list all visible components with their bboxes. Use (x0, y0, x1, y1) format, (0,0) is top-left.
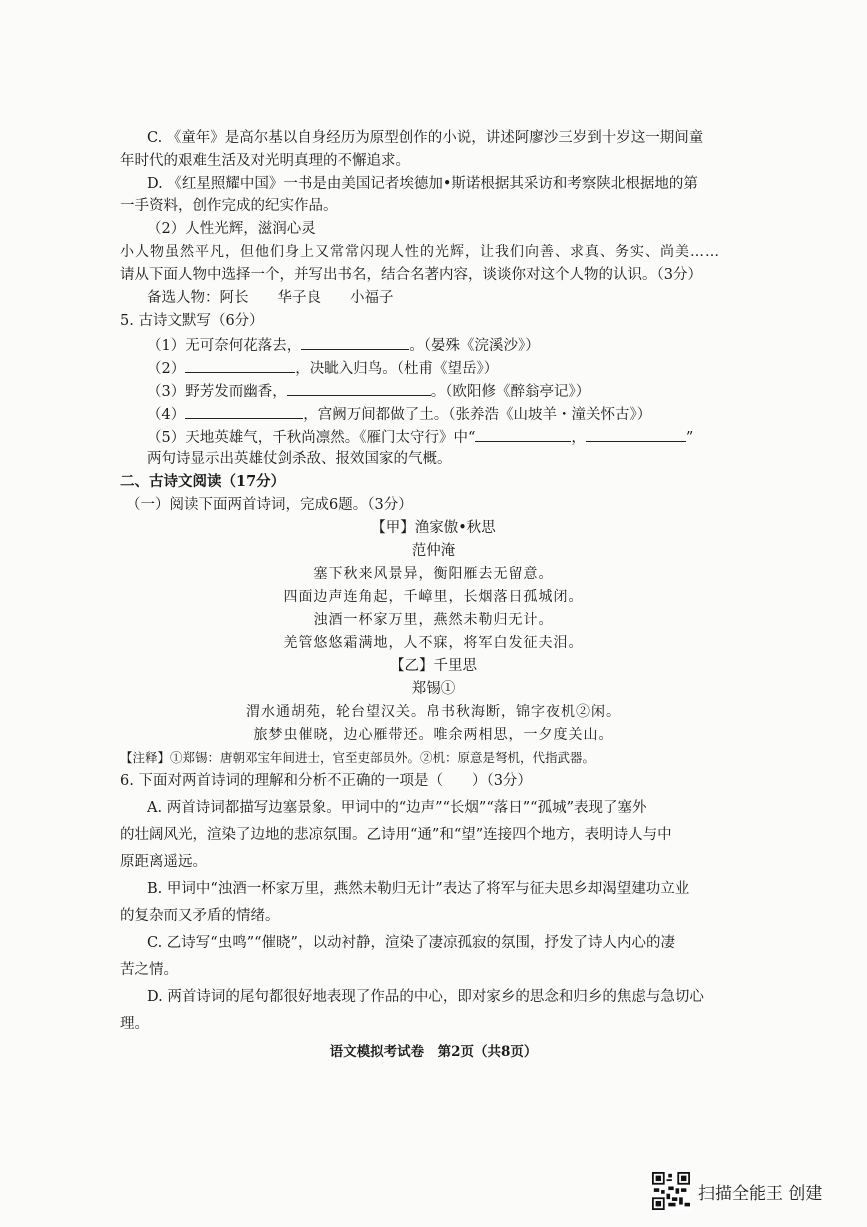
section-2-heading: （2）人性光辉，滋润心灵 (147, 221, 316, 237)
q5-item5: （5）天地英雄气，千秋尚凛然。《雁门太守行》中“ ， ” (147, 426, 693, 448)
poem2-title: 【乙】千里思 (390, 658, 477, 674)
reading-instruction: （一）阅读下面两首诗词，完成6题。（3分） (126, 497, 413, 513)
blank-2[interactable] (185, 357, 295, 373)
option-c-line1: C. 《童年》是高尔基以自身经历为原型创作的小说，讲述阿廖沙三岁到十岁这一期间童 (147, 130, 704, 146)
q5-item5-cont: 两句诗显示出英雄仗剑杀敌、报效国家的气概。 (147, 451, 452, 467)
blank-4[interactable] (185, 403, 303, 419)
annotation: 【注释】①郑锡：唐朝邓宝年间进士，官至吏部员外。②机：原意是弩机，代指武器。 (120, 750, 596, 765)
poem1-line1: 塞下秋来风景异，衡阳雁去无留意。 (313, 566, 554, 582)
blank-3[interactable] (287, 380, 431, 396)
option-c-line2: 年时代的艰难生活及对光明真理的不懈追求。 (120, 153, 410, 169)
option-c6-line2: 苦之情。 (120, 962, 178, 978)
blank-1[interactable] (301, 334, 409, 350)
poem1-line4: 羌管悠悠霜满地，人不寐，将军白发征夫泪。 (283, 635, 584, 651)
option-d-line1: D. 《红星照耀中国》一书是由美国记者埃德加•斯诺根据其采访和考察陕北根据地的第 (147, 176, 698, 192)
poem1-line3: 浊酒一杯家万里，燕然未勒归无计。 (313, 612, 554, 628)
q5-item4: （4） ，宫阙万间都做了土。（张养浩《山坡羊・潼关怀古》） (147, 403, 651, 425)
poem1-line2: 四面边声连角起，千嶂里，长烟落日孤城闭。 (283, 589, 584, 605)
option-d-line2: 一手资料，创作完成的纪实作品。 (120, 198, 338, 214)
option-a-line1: A. 两首诗词都描写边塞景象。甲词中的“边声”“长烟”“落日”“孤城”表现了塞外 (147, 800, 647, 816)
page-footer: 语文模拟考试卷 第2页（共8页） (329, 1044, 538, 1060)
option-a-line3: 原距离遥远。 (120, 854, 207, 870)
option-c6-line1: C. 乙诗写“虫鸣”“催晓”，以动衬静，渲染了凄凉孤寂的氛围，抒发了诗人内心的凄 (147, 935, 675, 951)
poem1-author: 范仲淹 (411, 543, 456, 559)
q5-heading: 5. 古诗文默写（6分） (120, 313, 264, 329)
poem2-line2: 旅梦虫催晓，边心雁带还。唯余两相思，一夕度关山。 (253, 727, 614, 743)
q6-stem: 6. 下面对两首诗词的理解和分析不正确的一项是（ ）（3分） (120, 773, 532, 789)
option-d6-line1: D. 两首诗词的尾句都很好地表现了作品的中心，即对家乡的思念和归乡的焦虑与急切心 (147, 989, 704, 1005)
poem2-author: 郑锡① (411, 681, 456, 697)
q5-item1: （1）无可奈何花落去， 。（晏殊《浣溪沙》） (147, 334, 540, 356)
option-d6-line2: 理。 (120, 1016, 149, 1032)
blank-5b[interactable] (586, 426, 686, 442)
prompt-line1: 小人物虽然平凡，但他们身上又常常闪现人性的光辉，让我们向善、求真、务实、尚美…… (120, 244, 720, 260)
prompt-line2: 请从下面人物中选择一个，并写出书名，结合名著内容，谈谈你对这个人物的认识。（3分） (120, 267, 702, 283)
option-a-line2: 的壮阔风光，渲染了边地的悲凉氛围。乙诗用“通”和“望”连接四个地方，表明诗人与中 (120, 827, 672, 843)
q5-item2: （2） ，决眦入归鸟。（杜甫《望岳》） (147, 357, 498, 379)
candidate-characters: 备选人物：阿长 华子良 小福子 (147, 290, 394, 306)
qr-code-icon (652, 1172, 690, 1210)
poem2-line1: 渭水通胡苑，轮台望汉关。帛书秋海断，锦字夜机②闲。 (246, 704, 621, 720)
poem1-title: 【甲】渔家傲•秋思 (371, 520, 496, 536)
q5-item3: （3）野芳发而幽香， 。（欧阳修《醉翁亭记》） (147, 380, 590, 402)
option-b-line1: B. 甲词中“浊酒一杯家万里，燕然未勒归无计”表达了将军与征夫思乡却渴望建功立业 (147, 881, 690, 897)
blank-5a[interactable] (475, 426, 571, 442)
section-title: 二、古诗文阅读（17分） (120, 473, 286, 490)
scanner-watermark (652, 1172, 822, 1210)
watermark-text: 扫描全能王 创建 (698, 1183, 823, 1204)
option-b-line2: 的复杂而又矛盾的情绪。 (120, 908, 280, 924)
